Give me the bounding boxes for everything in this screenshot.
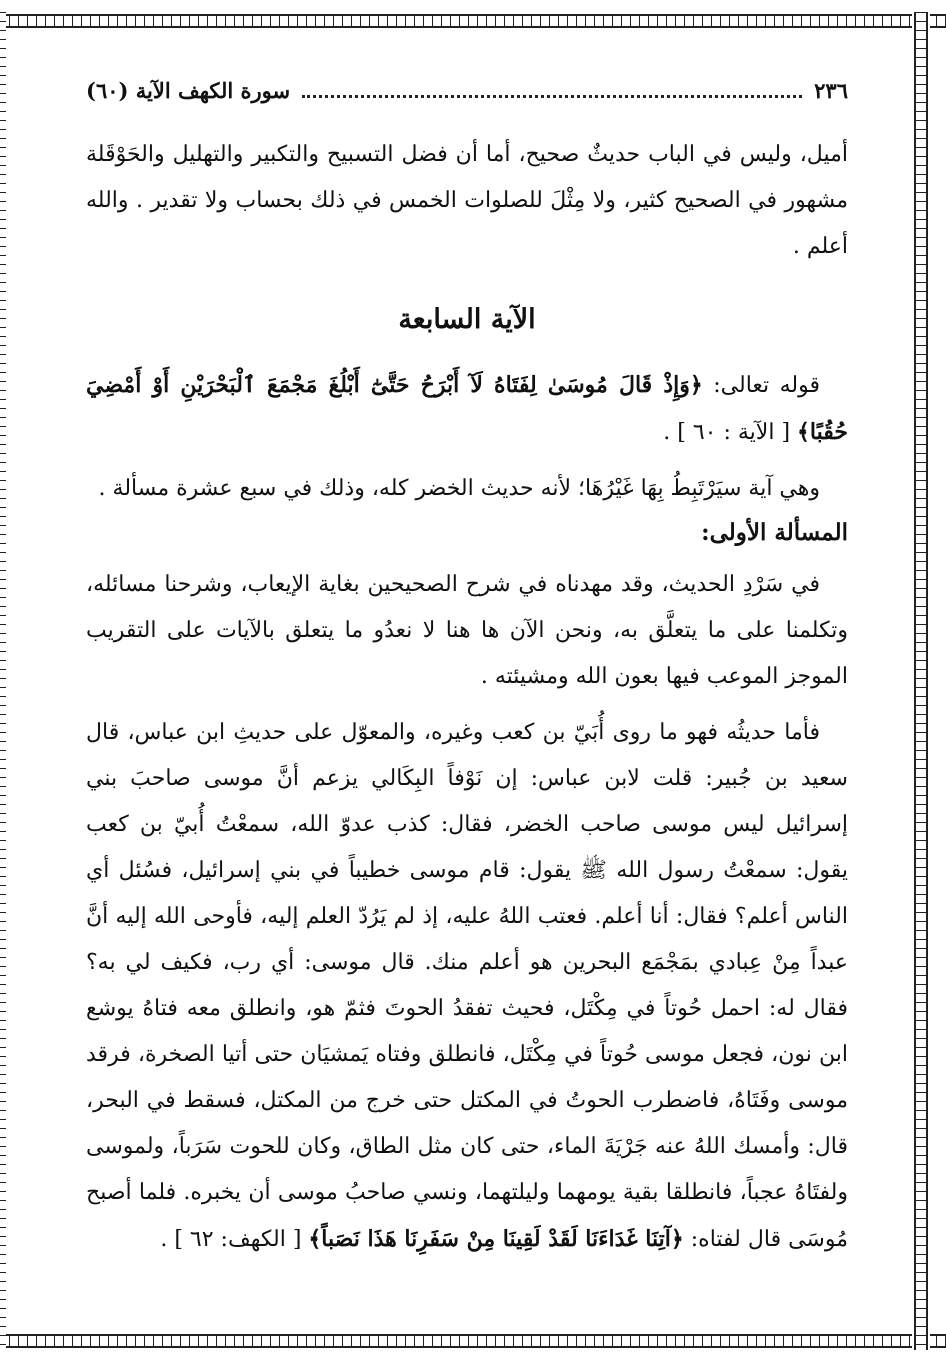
running-header: [86, 78, 848, 112]
hadith-body: فأما حديثُه فهو ما روى أُبَيّ بن كعب وغيره، والمعوّل على حديثِ ابن عباس، قال سعيد بن جُبير: قلت لابن عباس: إن نَوْفاً البِكَالي يزعم أنَّ موسى صاحبَ بني إسرائيل ليس موسى صاحب الخضر، فقال: كذب عدوّ الله، سمعْتُ أُبيّ بن كعب يقول: سمعْتُ رسول الله ﷺ يقول: قام موسى خطيباً في بني إسرائيل، فسُئل أي الناس أعلم؟ فقال: أنا أعلم. فعتب اللهُ عليه، إذ لم يَرُدّ العلم إليه، فأوحى الله إليه أنَّ عبداً مِنْ عِبادي بمَجْمَع البحرين هو أعلم منك. قال موسى: أي رب، فكيف لي به؟ فقال له: احمل حُوتاً في مِكْتَل، فحيث تفقدُ الحوتَ فثمّ هو، وانطلق معه فتاهُ يوشع ابن نون، فجعل موسى حُوتاً في مِكْتَل، فانطلق وفتاه يَمشيَان حتى أتيا الصخرة، فرقد موسى وفَتَاهُ، فاضطرب الحوتُ في المكتل حتى خرج من المكتل، فسقط في البحر، قال: وأمسك اللهُ عنه جَرْيَةَ الماء، حتى كان مثل الطاق، وكان للحوت سَرَباً، ولموسى ولفتَاهُ عجباً، فانطلقا بقية يومهما وليلتهما، ونسي صاحبُ موسى أن يخبره. فلما أصبح مُوسَى قال لفتاه:: [86, 720, 848, 1252]
summary-paragraph: وهي آية سيَرْتَبِطُ بِهَا غَيْرُهَا؛ لأنه حديث الخضر كله، وذلك في سبع عشرة مسألة .: [98, 476, 820, 501]
verse-paragraph: [86, 362, 848, 456]
verse-text: ﴿وَإِذْ قَالَ مُوسَىٰ لِفَتَاهُ لَآ أَبْرَحُ حَتَّىٰٓ أَبْلُغَ مَجْمَعَ ٱلْبَحْرَيْنِ أَوْ أَمْضِيَ حُقُبًا﴾: [86, 372, 848, 445]
surah-title: سورة الكهف الآية (٦٠): [86, 78, 291, 103]
verse-lead: قوله تعالى:: [702, 373, 820, 398]
intro-paragraph: أميل، وليس في الباب حديثٌ صحيح، أما أن فضل التسبيح والتكبير والتهليل والحَوْقَلة مشهور في الصحيح كثير، ولا مِثْلَ للصلوات الخمس في ذلك بحساب ولا تقدير . والله أعلم .: [86, 142, 848, 259]
ornamental-border-left: [0, 12, 6, 1350]
hadith-reference: [ الكهف: ٦٢ ] .: [160, 1227, 309, 1252]
ornamental-border-bottom: [0, 1332, 946, 1350]
book-page: [86, 78, 848, 1318]
hadith-paragraph: [86, 710, 848, 1263]
verse-reference: [ الآية : ٦٠ ] .: [663, 420, 798, 445]
header-leader-dots: [302, 95, 802, 98]
hadith-verse: ﴿آتِنَا غَدَاءَنَا لَقَدْ لَقِينَا مِنْ سَفَرِنَا هَذَا نَصَباً﴾: [308, 1226, 684, 1252]
ornamental-border-right: [912, 12, 930, 1350]
section-title: الآية السابعة: [398, 304, 536, 335]
ornamental-border-top: [0, 12, 946, 30]
page-number: ٢٣٦: [814, 78, 848, 103]
issue-one-heading: المسألة الأولى:: [701, 519, 848, 546]
issue-one-paragraph: في سَرْدِ الحديث، وقد مهدناه في شرح الصحيحين بغاية الإيعاب، وشرحنا مسائله، وتكلمنا على ما يتعلَّق به، ونحن الآن ها هنا لا نعدُو ما يتعلق بالآيات على التقريب الموجز الموعب فيها بعون الله ومشيئته .: [86, 572, 848, 689]
